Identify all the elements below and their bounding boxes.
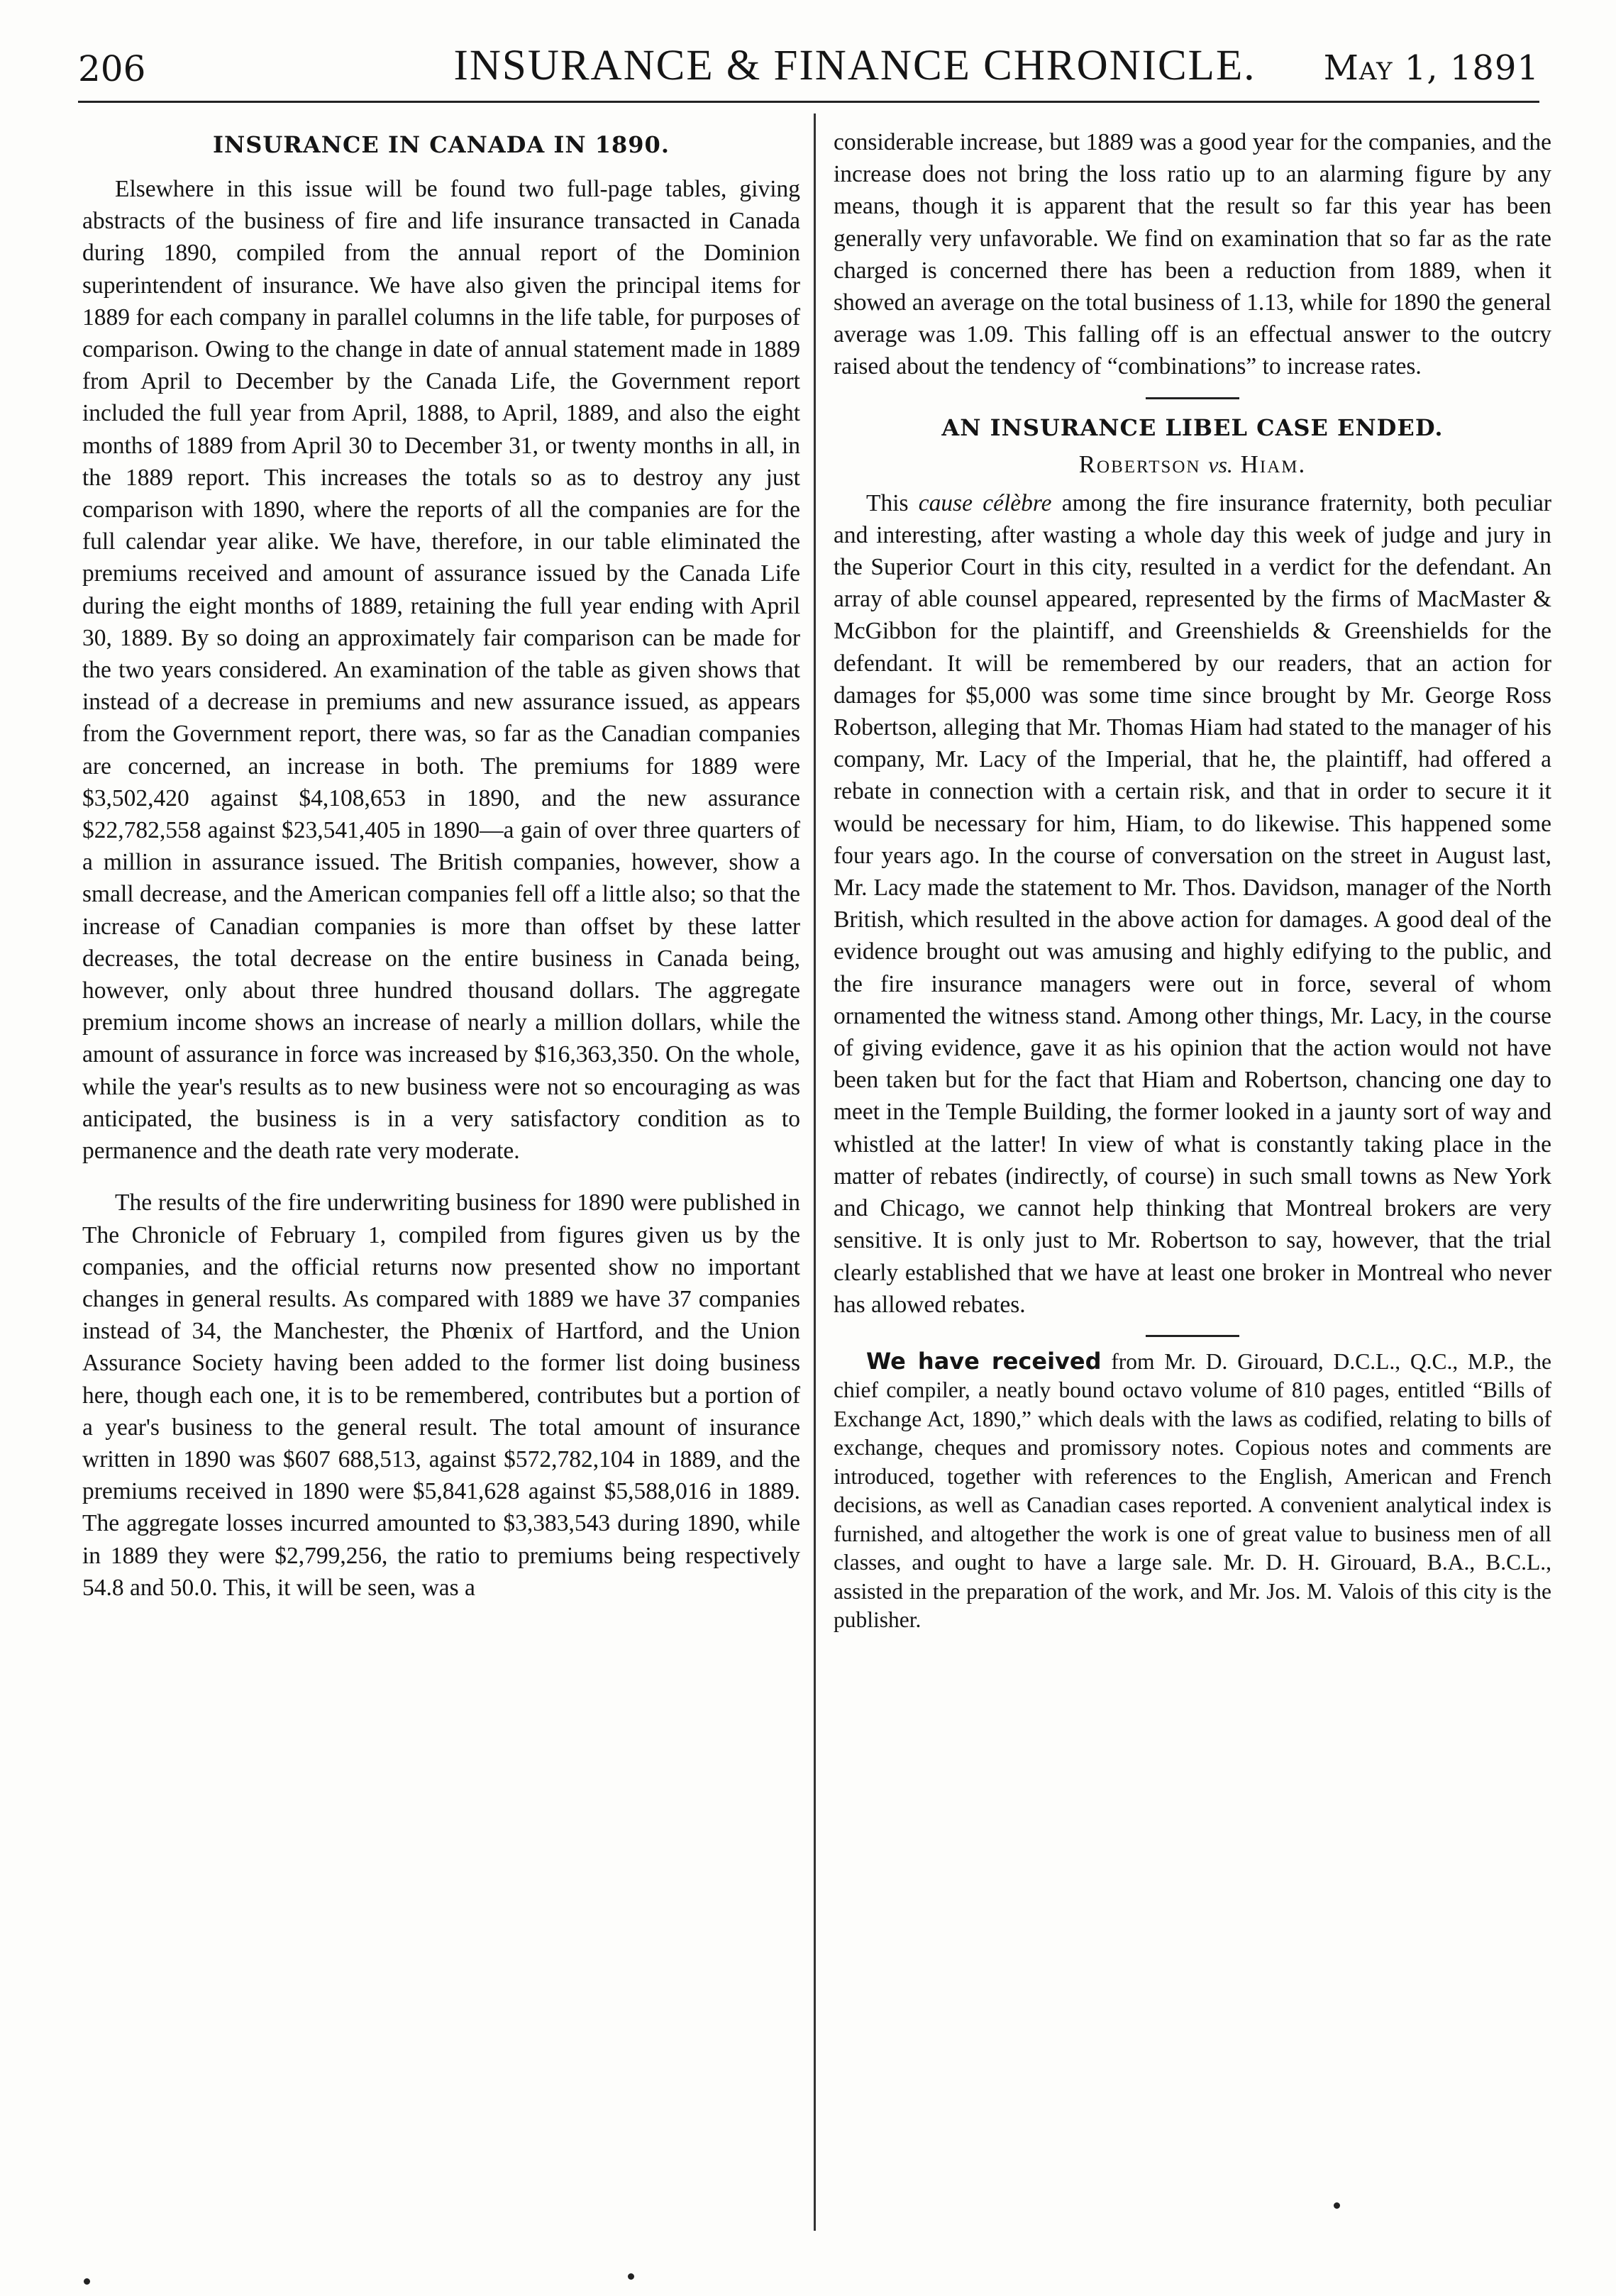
article-body: among the fire insurance fraternity, both peculiar and interesting, after wasting a whole day this week of judge and jury in the Superior Court in this city, resulted in a verdict for the defendant. An array of able counsel appeared, represented by the firms of MacMaster & McGibbon for the plaintiff, and Greenshields & Greenshields for the defendant. It will be remembered by our readers, that an action for damages for $5,000 was some time since brought by Mr. George Ross Robertson, alleging that Mr. Thomas Hiam had stated to the manager of his company, Mr. Lacy of the Imperial, that he, the plaintiff, had offered a rebate in connection with a certain risk, and that in order to secure it it would be necessary for him, Hiam, to do likewise. This happened some four years ago. In the course of conversation on the street in August last, Mr. Lacy made the statement to Mr. Thos. Davidson, manager of the North British, which resulted in the above action for damages. A good deal of the evidence brought out was amusing and highly edifying to the public, and the fire insurance managers were out in force, several of whom ornamented the witness stand. Among other things, Mr. Lacy, in the course of giving evidence, gave it as his opinion that the action would not have been taken but for the fact that Hiam and Robertson, chancing one day to meet in the Temple Building, the former looked in a jaunty sort of way and whistled at the latter! In view of what is constantly taking place in the matter of rebates (indirectly, of course) in such small towns as New York and Chicago, we cannot help thinking that Montreal brokers are very sensitive. It is only just to Mr. Robertson to say, however, that the trial clearly established that we have at least one broker in Montreal who never has allowed rebates. <box>834 489 1551 1318</box>
issue-date: May 1, 1891 <box>1323 48 1539 88</box>
byline-vs: vs. <box>1208 451 1233 477</box>
article-headline-canada: INSURANCE IN CANADA IN 1890. <box>213 131 670 158</box>
byline-defendant: Hiam. <box>1240 450 1307 478</box>
article-paragraph: Elsewhere in this issue will be found two full-page tables, giving abstracts of the business of fire and life insurance transacted in Canada during 1890, compiled from the annual report of the Dominion superintendent of insurance. We have also given the principal items for 1889 for each company in parallel columns in the life table, for purposes of comparison. Owing to the change in date of annual statement made in 1889 from April to December by the Canada Life, the Government report included the full year from April, 1888, to April, 1889, and also the eight months of 1889 from April 30 to December 31, or twenty months in all, in the 1889 report. This increases the totals so as to destroy any just comparison with 1890, where the reports of all the companies are for the full calendar year alike. We have, therefore, in our table eliminated the premiums received and amount of assurance issued by the Canada Life during the eight months of 1889, retaining the full year ending with April 30, 1889. By so doing an approximately fair comparison can be made for the two years considered. An examination of the table as given shows that instead of a decrease in premiums and new assurance issued, as appears from the Government report, there was, so far as the Canadian companies are concerned, an increase in both. The premiums for 1889 were $3,502,420 against $4,108,653 in 1890, and the new assurance $22,782,558 against $23,541,405 in 1890—a gain of over three quarters of a million in assurance issued. The British companies, however, show a small decrease, and the American companies fell off a little also; so that the increase of Canadian companies is more than offset by these latter decreases, the total decrease on the entire business in Canada being, however, only about three hundred thousand dollars. The aggregate premium income shows an increase of nearly a million dollars, while the amount of assurance in force was increased by $16,363,350. On the whole, while the year's results as to new business were not so encouraging as was anticipated, the business is in a very satisfactory condition as to permanence and the death rate very moderate. <box>82 176 800 1165</box>
header-rule <box>78 101 1539 103</box>
print-speck <box>1334 2202 1340 2209</box>
page-header <box>78 30 1539 108</box>
article-paragraph: The results of the fire underwriting business for 1890 were published in The Chronicle of February 1, compiled from figures given us by the companies, and the official returns now presented show no important changes in general results. As compared with 1889 we have 37 companies instead of 34, the Manchester, the Phœnix of Hartford, and the Union Assurance Society having been added to the former list doing business here, though each one, it is to be remembered, contributes but a portion of a year's business to the general result. The total amount of insurance written in 1890 was $607 688,513, against $572,782,104 in 1889, and the premiums received in 1890 were $5,841,628 against $5,588,016 in 1889. The aggregate losses incurred amounted to $3,383,543 during 1890, while in 1889 they were $2,799,256, the ratio to premiums being respectively 54.8 and 50.0. This, it will be seen, was a <box>82 1189 800 1601</box>
masthead-title: INSURANCE & FINANCE CHRONICLE. <box>453 42 1256 89</box>
notice-text: from Mr. D. Girouard, D.C.L., Q.C., M.P., the chief compiler, a neatly bound octavo volume of 810 pages, entitled “Bills of Exchange Act, 1890,” which deals with the laws as codified, relating to bills of exchange, cheques and promissory notes. Copious notes and comments are introduced, together with references to the English, American and French decisions, as well as Canadian cases reported. A convenient analytical index is furnished, and altogether the work is one of great value to business men of all classes, and ought to have a large sale. Mr. D. H. Girouard, B.A., B.C.L., assisted in the preparation of the work, and Mr. Jos. M. Valois of this city is the publisher. <box>834 1348 1551 1633</box>
section-rule <box>1146 397 1239 399</box>
case-byline <box>834 446 1551 483</box>
section-rule <box>1146 1335 1239 1337</box>
article-headline-libel: AN INSURANCE LIBEL CASE ENDED. <box>941 414 1444 441</box>
book-notice <box>834 1347 1551 1635</box>
italic-phrase: cause célèbre <box>918 489 1052 516</box>
right-column <box>834 126 1551 1635</box>
column-divider <box>814 113 816 2231</box>
left-column <box>82 126 800 1604</box>
print-speck <box>84 2278 90 2285</box>
print-speck <box>628 2273 634 2280</box>
page-number: 206 <box>78 48 146 89</box>
intro-word: This <box>866 489 909 516</box>
byline-plaintiff: Robertson <box>1078 450 1201 478</box>
article-continuation: considerable increase, but 1889 was a good year for the companies, and the increase does not bring the loss ratio up to an alarming figure by any means, though it is apparent that the result so far this year has been generally very unfavorable. We find on examination that so far as the rate charged is concerned there has been a reduction from 1889, when it showed an average on the total business of 1.13, while for 1890 the general average was 1.09. This falling off is an effectual answer to the outcry raised about the tendency of “combinations” to increase rates. <box>834 129 1551 380</box>
notice-lead: We have received <box>866 1347 1102 1375</box>
article-paragraph <box>834 487 1551 1321</box>
